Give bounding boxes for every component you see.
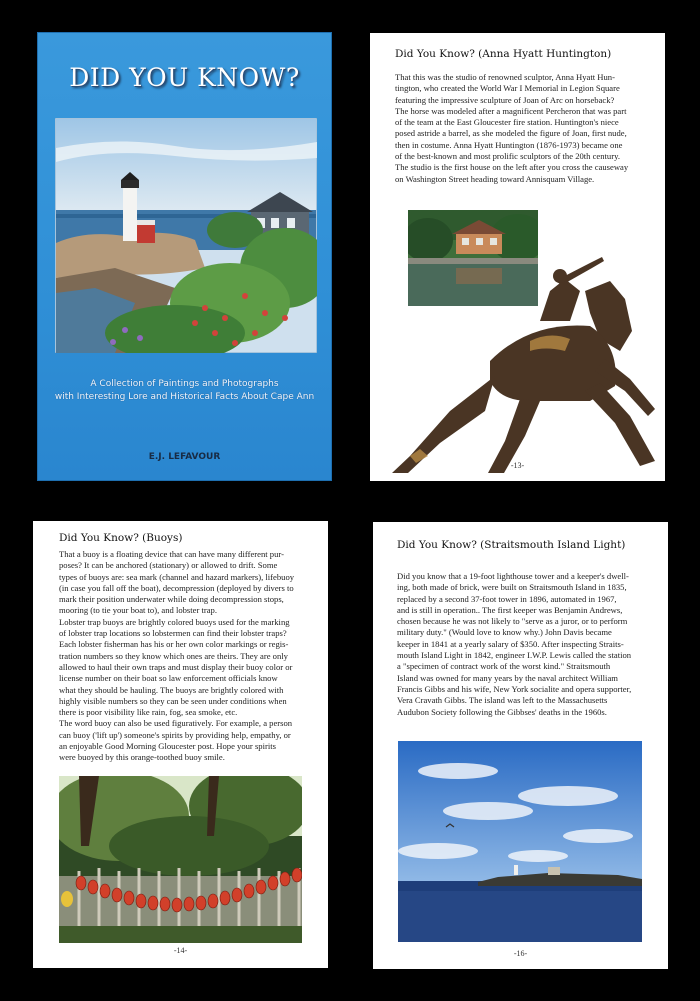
page-13-body (395, 72, 657, 185)
text-line: then in costume. Anna Hyatt Huntington (1876-1973) became one (395, 139, 623, 150)
page-13-number: -13- (510, 461, 525, 470)
text-line: tington, who created the World War I Memorial in Legion Square (395, 83, 620, 94)
text-line: Island was owned for many years by the naval architect William (397, 672, 618, 683)
cover-author: E.J. LEFAVOUR (148, 452, 221, 462)
text-line: The horse was modeled after a magnificent Percheron that was part (395, 105, 627, 116)
page-16 (373, 522, 668, 969)
text-line: of the team at the East Gloucester fire station. Huntington's niece (395, 117, 619, 128)
text-line: Lobster trap buoys are brightly colored buoys used for the marking (59, 616, 290, 627)
text-line: license number on their boat so law enforcement officials know (59, 673, 278, 684)
text-line: there is poor visibility like rain, fog, sea smoke, etc. (59, 707, 238, 718)
book-cover (37, 32, 332, 481)
text-line: chosen because he was not likely to "serve as a juror, or to perform (397, 616, 628, 627)
text-line: tration numbers so they know which ones are theirs. They are only (59, 650, 288, 661)
text-line: highly visible numbers so they can be seen under conditions when (59, 695, 287, 706)
text-line: Audubon Society following the Gibbses' deaths in the 1960s. (397, 706, 607, 717)
text-line: The studio is the first house on the left after you cross the causeway (395, 162, 629, 173)
page-14 (33, 521, 328, 968)
text-line: of lobster trap locations so lobstermen can find their lobster traps? (59, 628, 287, 639)
text-line: (in case you fall off the boat), decompression (deployed by divers to (59, 582, 294, 593)
page-13-title: Did You Know? (Anna Hyatt Huntington) (395, 48, 612, 60)
text-line: Francis Gibbs and his wife, New York socialite and opera supporter, (397, 683, 632, 694)
text-line: poses? It can be anchored (stationary) or allowed to drift. Some (59, 560, 278, 571)
text-line: military duty." (Would love to know why.) John Davis became (397, 627, 612, 638)
text-line: That this was the studio of renowned sculptor, Anna Hyatt Hun- (395, 72, 615, 82)
cover-subtitle-line-2: with Interesting Lore and Historical Facts About Cape Ann (54, 392, 315, 402)
text-line: ing, both made of brick, were built on Straitsmouth Island in 1835, (397, 582, 627, 593)
buoy-photo (59, 776, 302, 943)
text-line: featuring the impressive sculpture of Joan of Arc on horseback? (395, 94, 615, 105)
text-line: what they should be hauling. The buoys are brightly colored with (59, 684, 284, 695)
straitsmouth-island-photo (398, 741, 642, 942)
text-line: and is still in operation.. The first keeper was Benjamin Andrews, (397, 604, 623, 615)
page-13 (370, 33, 665, 481)
text-line: can buoy ('lift up') someone's spirits by providing help, empathy, or (59, 729, 291, 740)
text-line: Did you know that a 19-foot lighthouse tower and a keeper's dwell- (397, 571, 629, 581)
text-line: mooring (to tie your boat to), and lobster trap. (59, 605, 217, 616)
text-line: Each lobster fisherman has his or her own color markings or regis- (59, 639, 289, 650)
page-14-body (59, 549, 325, 764)
cover-subtitle-line-1: A Collection of Paintings and Photographs (90, 379, 279, 389)
page-14-number: -14- (173, 946, 188, 955)
page-16-body (397, 571, 663, 718)
page-16-title: Did You Know? (Straitsmouth Island Light) (397, 539, 626, 551)
cover-subtitle (38, 378, 331, 404)
text-line: mark their position underwater while doing decompression stops, (59, 594, 284, 605)
text-line: on Washington Street heading toward Annisquam Village. (395, 173, 595, 184)
text-line: replaced by a second 37-foot tower in 1896, automated in 1967, (397, 593, 617, 604)
text-line: keeper in 1841 at a yearly salary of $350. After inspecting Straits- (397, 638, 624, 649)
cover-title: DID YOU KNOW? (69, 63, 300, 92)
text-line: The word buoy can also be used figuratively. For example, a person (59, 718, 293, 729)
text-line: That a buoy is a floating device that can have many different pur- (59, 549, 284, 559)
text-line: of the best-known and most prolific sculptors of the 20th century. (395, 151, 620, 162)
text-line: posed astride a barrel, as she modeled the figure of Joan, first nude, (395, 128, 627, 139)
text-line: were buoyed by this orange-toothed buoy smile. (59, 752, 225, 763)
text-line: mouth Island Light in 1842, engineer I.W.P. Lewis called the station (397, 650, 632, 661)
text-line: types of buoys are: sea mark (channel and hazard markers), lifebuoy (59, 571, 295, 582)
page-16-number: -16- (513, 949, 528, 958)
text-line: an enjoyable Good Morning Gloucester post. Hope your spirits (59, 741, 276, 752)
text-line: allowed to haul their own traps and must display their buoy color or (59, 661, 293, 672)
cover-painting-lighthouse (55, 118, 317, 353)
page-14-title: Did You Know? (Buoys) (59, 532, 183, 544)
text-line: Vera Cravath Gibbs. The island was left to the Massachusetts (397, 695, 608, 706)
text-line: a "specimen of contract work of the worst kind." Straitsmouth (397, 661, 611, 672)
joan-of-arc-statue-photo (380, 251, 662, 475)
